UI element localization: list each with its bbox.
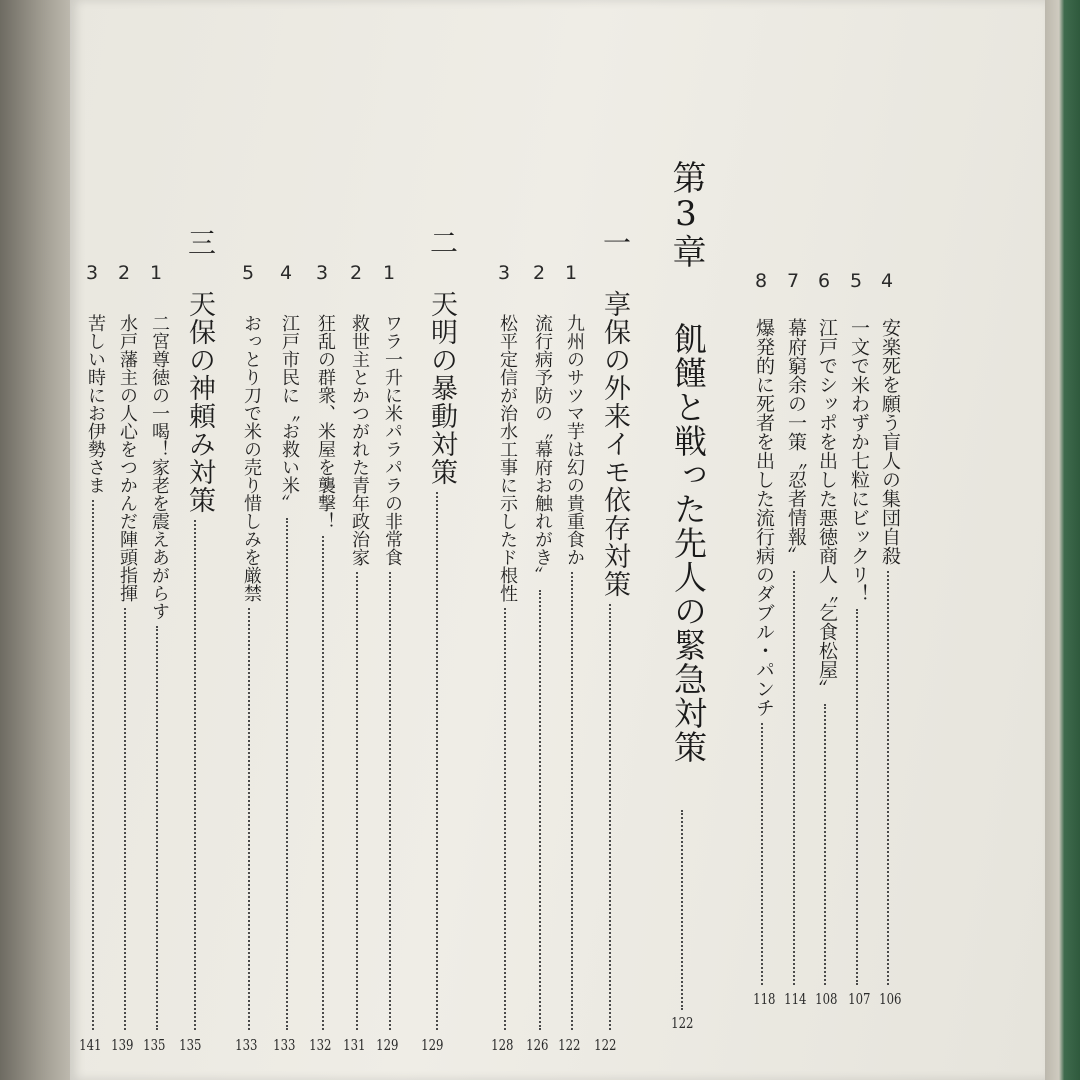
item-page-number: 132 <box>309 1036 332 1054</box>
item-number: 3 <box>86 262 99 284</box>
prev-item-number: 5 <box>850 270 863 292</box>
item-leader-dots <box>539 590 541 1030</box>
section-number: 三 <box>184 228 217 256</box>
item-leader-dots <box>124 608 126 1030</box>
prev-item-page-number: 118 <box>753 990 776 1008</box>
item-leader-dots <box>248 608 250 1030</box>
item-number: 5 <box>242 262 255 284</box>
item-leader-dots <box>389 572 391 1030</box>
item-page-number: 128 <box>491 1036 514 1054</box>
prev-item-title: 一文で米わずか七粒にビックリ！ <box>848 318 870 603</box>
prev-item-page-number: 107 <box>848 990 871 1008</box>
item-title: おっとり刀で米の売り惜しみを厳禁 <box>241 314 262 602</box>
section-number: 二 <box>426 228 459 256</box>
item-title: 苦しい時にお伊勢さま <box>85 314 106 494</box>
section-page-number: 135 <box>179 1036 202 1054</box>
item-page-number: 135 <box>143 1036 166 1054</box>
prev-item-leader-dots <box>856 609 858 985</box>
item-title: 二宮尊徳の一喝！家老を震えあがらす <box>149 314 170 620</box>
item-number: 3 <box>316 262 329 284</box>
chapter-page-number: 122 <box>671 1014 694 1032</box>
item-title: 江戸市民に〝お救い米〟 <box>279 314 300 512</box>
item-number: 2 <box>350 262 363 284</box>
prev-item-leader-dots <box>761 723 763 985</box>
section-title: 享保の外来イモ依存対策 <box>599 290 630 598</box>
prev-item-page-number: 114 <box>784 990 807 1008</box>
book-cover-spine <box>1045 0 1080 1080</box>
item-page-number: 139 <box>111 1036 134 1054</box>
item-page-number: 122 <box>558 1036 581 1054</box>
prev-item-title: 爆発的に死者を出した流行病のダブル・パンチ <box>753 318 775 717</box>
prev-item-title: 幕府窮余の一策〝忍者情報〟 <box>785 318 807 565</box>
item-page-number: 131 <box>343 1036 366 1054</box>
prev-item-number: 7 <box>787 270 800 292</box>
item-page-number: 126 <box>526 1036 549 1054</box>
prev-item-number: 6 <box>818 270 831 292</box>
prev-item-leader-dots <box>887 571 889 985</box>
item-leader-dots <box>286 518 288 1030</box>
chapter-label: 第3章 <box>666 160 706 268</box>
item-title: 救世主とかつがれた青年政治家 <box>349 314 370 566</box>
item-leader-dots <box>92 500 94 1030</box>
item-page-number: 141 <box>79 1036 102 1054</box>
item-title: 流行病予防の〝幕府お触れがき〟 <box>532 314 553 584</box>
item-page-number: 133 <box>235 1036 258 1054</box>
section-title: 天保の神頼み対策 <box>184 290 215 514</box>
item-number: 1 <box>383 262 396 284</box>
prev-item-number: 4 <box>881 270 894 292</box>
item-title: 松平定信が治水工事に示したド根性 <box>497 314 518 602</box>
section-page-number: 122 <box>594 1036 617 1054</box>
item-number: 3 <box>498 262 511 284</box>
prev-item-leader-dots <box>824 704 826 985</box>
item-number: 2 <box>533 262 546 284</box>
section-leader-dots <box>194 520 196 1030</box>
item-leader-dots <box>322 536 324 1030</box>
prev-item-title: 江戸でシッポを出した悪徳商人〝乞食松屋〟 <box>816 318 838 698</box>
item-leader-dots <box>356 572 358 1030</box>
item-leader-dots <box>156 626 158 1030</box>
section-title: 天明の暴動対策 <box>426 290 457 486</box>
item-number: 4 <box>280 262 293 284</box>
prev-item-number: 8 <box>755 270 768 292</box>
item-title: ワラ一升に米パラパラの非常食 <box>382 314 403 566</box>
item-number: 2 <box>118 262 131 284</box>
chapter-leader-dots <box>681 810 683 1010</box>
item-number: 1 <box>150 262 163 284</box>
section-leader-dots <box>436 492 438 1030</box>
item-leader-dots <box>571 572 573 1030</box>
prev-item-page-number: 108 <box>815 990 838 1008</box>
section-number: 一 <box>599 228 632 256</box>
item-leader-dots <box>504 608 506 1030</box>
chapter-title: 飢饉と戦った先人の緊急対策 <box>669 322 708 764</box>
section-page-number: 129 <box>421 1036 444 1054</box>
prev-item-page-number: 106 <box>879 990 902 1008</box>
item-title: 狂乱の群衆、米屋を襲撃！ <box>315 314 336 530</box>
section-leader-dots <box>609 604 611 1030</box>
facing-page-edge <box>0 0 70 1080</box>
item-title: 九州のサツマ芋は幻の貴重食か <box>564 314 585 566</box>
item-title: 水戸藩主の人心をつかんだ陣頭指揮 <box>117 314 138 602</box>
item-number: 1 <box>565 262 578 284</box>
prev-item-leader-dots <box>793 571 795 985</box>
item-page-number: 129 <box>376 1036 399 1054</box>
item-page-number: 133 <box>273 1036 296 1054</box>
prev-item-title: 安楽死を願う盲人の集団自殺 <box>879 318 901 565</box>
